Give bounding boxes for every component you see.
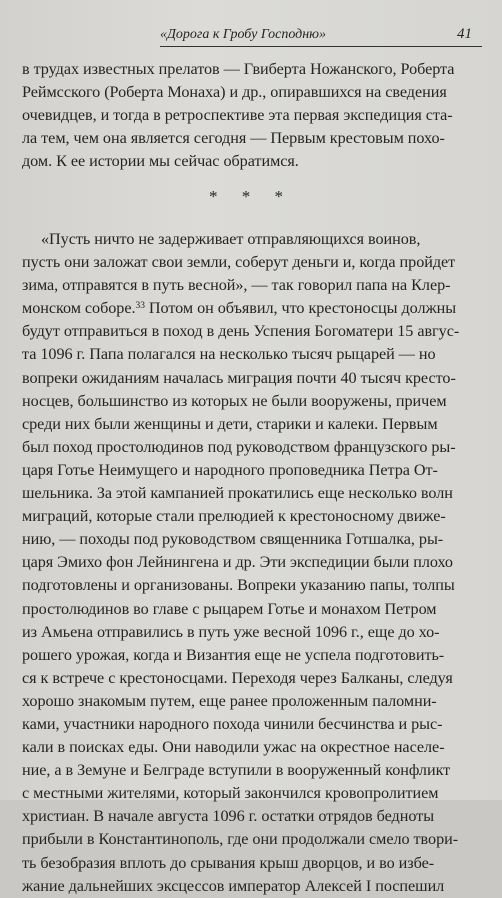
text-line: нию, — походы под руководством священника Готшалка, ры- xyxy=(22,530,444,549)
footnote-reference: 33 xyxy=(135,301,145,312)
text-line: шельника. За этой кампанией прокатились еще несколько волн xyxy=(22,484,453,503)
page-number: 41 xyxy=(457,26,472,42)
text-line: ками, участники народного похода чинили бесчинства и рыс- xyxy=(22,714,443,733)
text-line: вопреки ожиданиям началась миграция почти 40 тысяч кресто- xyxy=(22,368,456,387)
text-line: ть безобразия вплоть до срывания крыш дворцов, и во избе- xyxy=(22,853,435,872)
text-line: миграций, которые стали прелюдией к крестоносному движе- xyxy=(22,507,446,526)
text-line: дом. К ее истории мы сейчас обратимся. xyxy=(22,152,299,171)
text-line: кали в поисках еды. Они наводили ужас на окрестное населе- xyxy=(22,738,445,757)
text-line: был поход простолюдинов под руководством французского ры- xyxy=(22,437,456,456)
text-line: Реймсского (Роберта Монаха) и др., опиравшихся на сведения xyxy=(22,83,447,102)
text-line: пусть они заложат свои земли, соберут деньги и, когда пройдет xyxy=(22,253,456,272)
text-line: ся к встрече с крестоносцами. Переходя через Балканы, следуя xyxy=(22,668,453,687)
text-line: из Амьена отправились в путь уже весной 1096 г., еще до хо- xyxy=(22,622,440,641)
text-line: простолюдинов во главе с рыцарем Готье и монахом Петром xyxy=(22,599,437,618)
text-line: ла тем, чем она является сегодня — Первым крестовым похо- xyxy=(22,129,445,148)
running-title: «Дорога к Гробу Господню» xyxy=(160,27,327,42)
text-line-with-footnote xyxy=(22,297,484,320)
text-line: «Пусть ничто не задерживает отправляющихся воинов, xyxy=(41,230,421,248)
text-line: та 1096 г. Папа полагался на несколько тысяч рыцарей — но xyxy=(22,345,436,364)
section-separator: * * * xyxy=(209,187,293,206)
text-line: будут отправиться в поход в день Успения Богоматери 15 авгус- xyxy=(22,322,460,341)
paragraph-continued xyxy=(22,58,484,173)
text-line: ние, а в Земуне и Белграде вступили в вооруженный конфликт xyxy=(22,761,451,780)
text-segment: Потом он объявил, что крестоносцы должны xyxy=(144,299,457,318)
text-line: христиан. В начале августа 1096 г. остатки отрядов бедноты xyxy=(22,807,435,826)
text-line: в трудах известных прелатов — Гвиберта Ножанского, Роберта xyxy=(22,60,455,78)
text-line: среди них были женщины и дети, старики и калеки. Первым xyxy=(22,414,438,433)
text-segment: монском соборе. xyxy=(22,299,136,318)
text-line: подготовлены и организованы. Вопреки указанию папы, толпы xyxy=(22,576,455,595)
text-line: зима, отправятся в путь весной», — так говорил папа на Клер- xyxy=(22,276,451,295)
paragraph-main xyxy=(22,228,484,898)
running-header xyxy=(160,24,482,47)
text-line: очевидцев, и тогда в ретроспективе эта первая экспедиция ста- xyxy=(22,106,453,125)
text-line: рошего урожая, когда и Византия еще не успела подготовить- xyxy=(22,645,445,664)
text-line: носцев, большинство из которых не были вооружены, причем xyxy=(22,391,447,410)
text-lines xyxy=(22,320,484,897)
text-line: прибыли в Константинополь, где они продолжали смело твори- xyxy=(22,830,459,849)
text-line: жание дальнейших эксцессов император Алексей I поспешил xyxy=(22,876,445,895)
text-line: царя Готье Неимущего и народного проповедника Петра От- xyxy=(22,460,438,479)
text-line: с местными жителями, который закончился кровопролитием xyxy=(22,784,439,803)
text-line: хорошо знакомым путем, еще ранее проложенным паломни- xyxy=(22,691,437,710)
text-line: царя Эмихо фон Лейнингена и др. Эти экспедиции были плохо xyxy=(22,553,453,572)
